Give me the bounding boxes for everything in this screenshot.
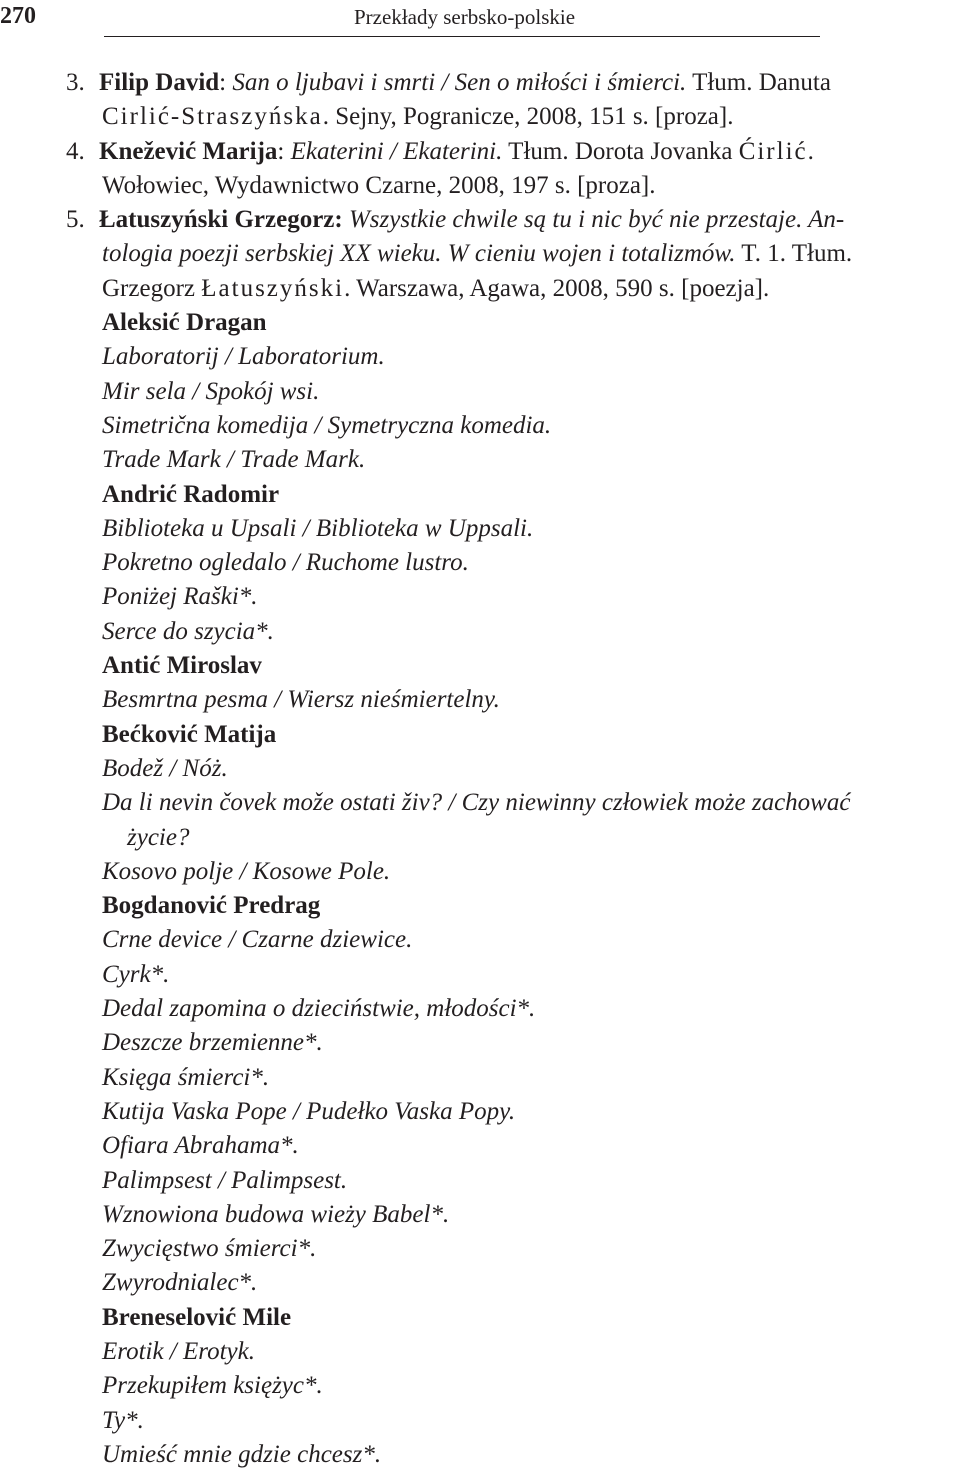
work-title: Palimpsest / Palimpsest. (102, 1167, 348, 1194)
page-number: 270 (0, 3, 36, 29)
entry-title: Wszystkie chwile są tu i nic być nie przestaje. An- (342, 206, 845, 233)
work-title: Deszcze brzemienne*. (102, 1029, 323, 1056)
author-heading: Breneselović Mile (102, 1304, 292, 1331)
entry-number: 5. (66, 206, 85, 233)
work-title: Ty*. (102, 1407, 144, 1434)
author-heading: Antić Miroslav (102, 652, 262, 679)
entry-translation-label: Tłum. Dorota Jovanka (502, 138, 739, 165)
work-title: Laboratorij / Laboratorium. (102, 343, 385, 370)
work-title: Zwyrodnialec*. (102, 1269, 258, 1296)
work-title: Zwycięstwo śmierci*. (102, 1235, 317, 1262)
entry-5-line-1 (66, 205, 844, 235)
work-title: Umieść mnie gdzie chcesz*. (102, 1441, 382, 1468)
entry-5-line-2 (102, 239, 852, 269)
work-title: Erotik / Erotyk. (102, 1338, 255, 1365)
work-title-continuation: życie? (127, 824, 190, 851)
work-title: Pokretno ogledalo / Ruchome lustro. (102, 549, 469, 576)
author-heading: Aleksić Dragan (102, 309, 267, 336)
running-head: Przekłady serbsko-polskie (354, 5, 576, 29)
entry-colon: : (277, 138, 285, 165)
entry-translation-label: Tłum. Danuta (686, 69, 831, 96)
entry-colon: : (219, 69, 227, 96)
entry-translator: Cirlić-Straszyńska (102, 103, 323, 130)
entry-translation-label: T. 1. Tłum. (735, 240, 853, 267)
work-title: Besmrtna pesma / Wiersz nieśmiertelny. (102, 686, 500, 713)
work-title: Simetrična komedija / Symetryczna komedia. (102, 412, 552, 439)
entry-number: 4. (66, 138, 85, 165)
work-title: Kosovo polje / Kosowe Pole. (102, 858, 391, 885)
entry-publication: . Sejny, Pogranicze, 2008, 151 s. [proza]. (322, 103, 734, 130)
entry-author: Filip David (99, 69, 220, 96)
entry-title: Ekaterini / Ekaterini. (284, 138, 503, 165)
entry-author: Knežević Marija (99, 138, 278, 165)
entry-author: Łatuszyński Grzegorz: (99, 206, 343, 233)
work-title: Księga śmierci*. (102, 1064, 270, 1091)
author-heading: Bogdanović Predrag (102, 892, 321, 919)
entry-period: . (807, 138, 814, 165)
entry-5-line-3 (102, 274, 769, 304)
work-title: Da li nevin čovek može ostati živ? / Czy niewinny człowiek może zachować (102, 789, 851, 816)
work-title: Wznowiona budowa wieży Babel*. (102, 1201, 450, 1228)
entry-4-line-1 (66, 137, 814, 167)
work-title: Cyrk*. (102, 961, 170, 988)
work-title: Trade Mark / Trade Mark. (102, 446, 366, 473)
entry-translator-first: Grzegorz (102, 275, 202, 302)
work-title: Bodež / Nóż. (102, 755, 228, 782)
entry-publication: . Warszawa, Agawa, 2008, 590 s. [poezja]. (344, 275, 770, 302)
entry-number: 3. (66, 69, 85, 96)
work-title: Biblioteka u Upsali / Biblioteka w Uppsali. (102, 515, 534, 542)
work-title: Serce do szycia*. (102, 618, 274, 645)
work-title: Przekupiłem księżyc*. (102, 1372, 323, 1399)
author-heading: Andrić Radomir (102, 481, 280, 508)
work-title: Poniżej Raški*. (102, 583, 258, 610)
entry-title-cont: tologia poezji serbskiej XX wieku. W cieniu wojen i totalizmów. (102, 240, 736, 267)
entry-3-line-1 (66, 68, 831, 98)
work-title: Kutija Vaska Pope / Pudełko Vaska Popy. (102, 1098, 516, 1125)
entry-translator: Ćirlić (738, 138, 808, 165)
entry-3-line-2 (102, 102, 733, 132)
header-rule (104, 36, 820, 37)
entry-translator: Łatuszyński (201, 275, 345, 302)
entry-4-line-2: Wołowiec, Wydawnictwo Czarne, 2008, 197 s. [proza]. (102, 172, 656, 199)
work-title: Crne device / Czarne dziewice. (102, 926, 413, 953)
work-title: Ofiara Abrahama*. (102, 1132, 299, 1159)
author-heading: Bećković Matija (102, 721, 277, 748)
work-title: Dedal zapomina o dzieciństwie, młodości*. (102, 995, 536, 1022)
work-title: Mir sela / Spokój wsi. (102, 378, 320, 405)
entry-title: San o ljubavi i smrti / Sen o miłości i śmierci. (226, 69, 687, 96)
